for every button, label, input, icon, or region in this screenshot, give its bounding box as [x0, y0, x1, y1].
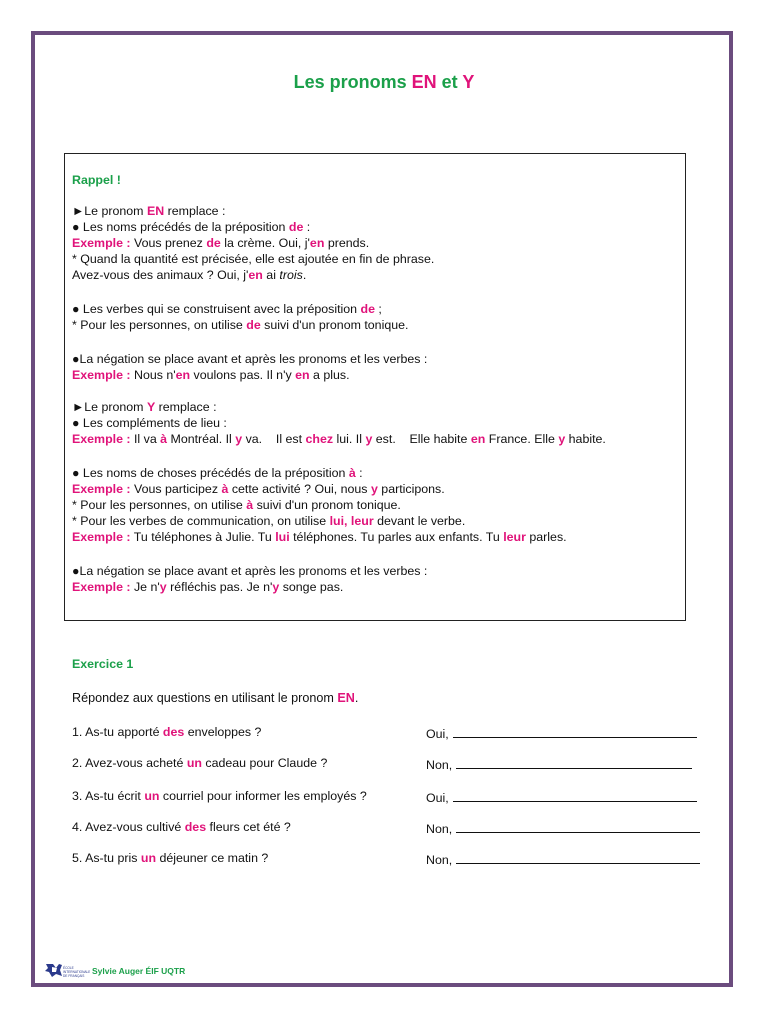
rappel-example: Exemple : Tu téléphones à Julie. Tu lui téléphones. Tu parles aux enfants. Tu leur parles. — [72, 530, 567, 544]
title-mid: et — [436, 72, 463, 92]
question-4: 4. Avez-vous cultivé des fleurs cet été ? — [72, 820, 291, 834]
rappel-line: ►Le pronom Y remplace : — [72, 400, 217, 414]
rappel-example: Exemple : Il va à Montréal. Il y va. Il est chez lui. Il y est. Elle habite en France. Elle y habite. — [72, 432, 606, 446]
rappel-example: Exemple : Je n'y réfléchis pas. Je n'y songe pas. — [72, 580, 344, 594]
page-title — [0, 72, 768, 93]
rappel-line: ●La négation se place avant et après les pronoms et les verbes : — [72, 352, 428, 366]
answer-1[interactable]: Oui, — [426, 725, 697, 741]
question-5: 5. As-tu pris un déjeuner ce matin ? — [72, 851, 269, 865]
title-text: Les pronoms — [293, 72, 412, 92]
footer — [44, 962, 185, 980]
svg-text:ÉCOLE: ÉCOLE — [63, 966, 74, 970]
rappel-line: ►Le pronom EN remplace : — [72, 204, 226, 218]
rappel-line: ●La négation se place avant et après les pronoms et les verbes : — [72, 564, 428, 578]
school-logo-icon — [44, 962, 90, 980]
question-3: 3. As-tu écrit un courriel pour informer les employés ? — [72, 789, 367, 803]
rappel-heading: Rappel ! — [72, 173, 121, 187]
question-2: 2. Avez-vous acheté un cadeau pour Claude ? — [72, 756, 328, 770]
rappel-example: Exemple : Nous n'en voulons pas. Il n'y en a plus. — [72, 368, 350, 382]
rappel-line: ● Les compléments de lieu : — [72, 416, 227, 430]
rappel-line: * Pour les personnes, on utilise de suivi d'un pronom tonique. — [72, 318, 409, 332]
svg-text:DE FRANÇAIS: DE FRANÇAIS — [63, 974, 85, 978]
rappel-line: ● Les noms de choses précédés de la préposition à : — [72, 466, 363, 480]
rappel-example: Exemple : Vous prenez de la crème. Oui, j'en prends. — [72, 236, 370, 250]
answer-line[interactable] — [453, 789, 697, 802]
svg-text:INTERNATIONALE: INTERNATIONALE — [63, 970, 90, 974]
answer-4[interactable]: Non, — [426, 820, 700, 836]
author-credit: Sylvie Auger ÉIF UQTR — [92, 966, 186, 976]
title-en: EN — [411, 72, 437, 92]
answer-line[interactable] — [456, 820, 700, 833]
answer-2[interactable]: Non, — [426, 756, 692, 772]
answer-line[interactable] — [453, 725, 697, 738]
rappel-line: Avez-vous des animaux ? Oui, j'en ai trois. — [72, 268, 307, 282]
question-1: 1. As-tu apporté des enveloppes ? — [72, 725, 262, 739]
rappel-line: * Quand la quantité est précisée, elle est ajoutée en fin de phrase. — [72, 252, 435, 266]
rappel-line: ● Les noms précédés de la préposition de : — [72, 220, 311, 234]
title-y: Y — [462, 72, 475, 92]
school-logo — [44, 962, 90, 980]
answer-line[interactable] — [456, 851, 700, 864]
rappel-line: * Pour les personnes, on utilise à suivi d'un pronom tonique. — [72, 498, 401, 512]
answer-line[interactable] — [456, 756, 692, 769]
rappel-line: * Pour les verbes de communication, on utilise lui, leur devant le verbe. — [72, 514, 466, 528]
rappel-line: ● Les verbes qui se construisent avec la préposition de ; — [72, 302, 382, 316]
exercise-title: Exercice 1 — [72, 657, 134, 671]
exercise-instruction: Répondez aux questions en utilisant le pronom EN. — [72, 691, 359, 705]
answer-3[interactable]: Oui, — [426, 789, 697, 805]
answer-5[interactable]: Non, — [426, 851, 700, 867]
rappel-example: Exemple : Vous participez à cette activité ? Oui, nous y participons. — [72, 482, 445, 496]
